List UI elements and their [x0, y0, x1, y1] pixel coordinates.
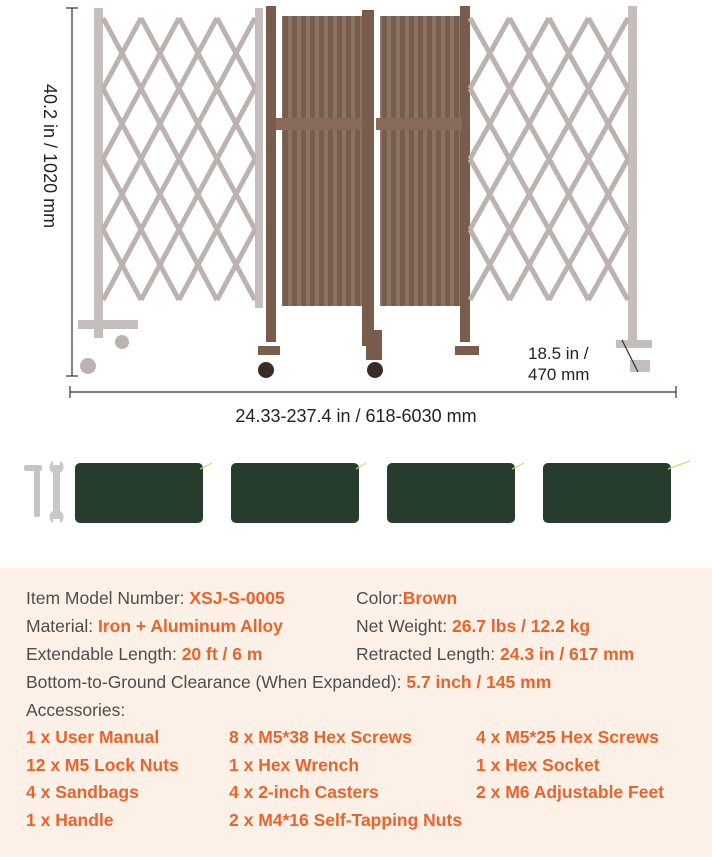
- spec-material: Material: Iron + Aluminum Alloy: [26, 616, 283, 636]
- spec-model: Item Model Number: XSJ-S-0005: [26, 588, 285, 608]
- spec-retracted-length: Retracted Length: 24.3 in / 617 mm: [356, 644, 635, 664]
- spec-weight: Net Weight: 26.7 lbs / 12.2 kg: [356, 616, 591, 636]
- width-dimension-label: 24.33-237.4 in / 618-6030 mm: [235, 406, 477, 426]
- accessory-item: 4 x 2-inch Casters: [229, 782, 379, 802]
- accessories-image: [0, 455, 712, 530]
- specifications-panel: [0, 568, 712, 857]
- gate-left-section: [78, 8, 263, 374]
- spec-accessories-heading: Accessories:: [26, 700, 126, 720]
- gate-right-section: [470, 6, 652, 372]
- accessory-item: 2 x M6 Adjustable Feet: [476, 782, 665, 802]
- accessory-item: 1 x Hex Wrench: [229, 755, 360, 775]
- height-dimension-label: 40.2 in / 1020 mm: [40, 84, 60, 229]
- sandbag-icon: [75, 463, 671, 523]
- spec-clearance: Bottom-to-Ground Clearance (When Expanded): 5.7 inch / 145 mm: [26, 672, 552, 692]
- accessory-item: 2 x M4*16 Self-Tapping Nuts: [229, 810, 463, 830]
- foot-clearance-line1: 18.5 in /: [528, 344, 589, 363]
- accessory-item: 1 x Hex Socket: [476, 755, 600, 775]
- accessory-item: 4 x M5*25 Hex Screws: [476, 727, 659, 747]
- accessory-item: 8 x M5*38 Hex Screws: [229, 727, 412, 747]
- accessory-item: 12 x M5 Lock Nuts: [26, 755, 179, 775]
- foot-clearance-label: [528, 343, 589, 385]
- wrench-icon: [50, 458, 64, 526]
- accessory-item: 1 x Handle: [26, 810, 114, 830]
- accessory-item: 4 x Sandbags: [26, 782, 139, 802]
- accessory-item: 1 x User Manual: [26, 727, 160, 747]
- spec-extendable-length: Extendable Length: 20 ft / 6 m: [26, 644, 263, 664]
- foot-clearance-line2: 470 mm: [528, 365, 590, 384]
- spec-color: Color:Brown: [356, 588, 458, 608]
- hex-wrench-icon: [24, 465, 42, 517]
- gate-center-section: [258, 6, 479, 378]
